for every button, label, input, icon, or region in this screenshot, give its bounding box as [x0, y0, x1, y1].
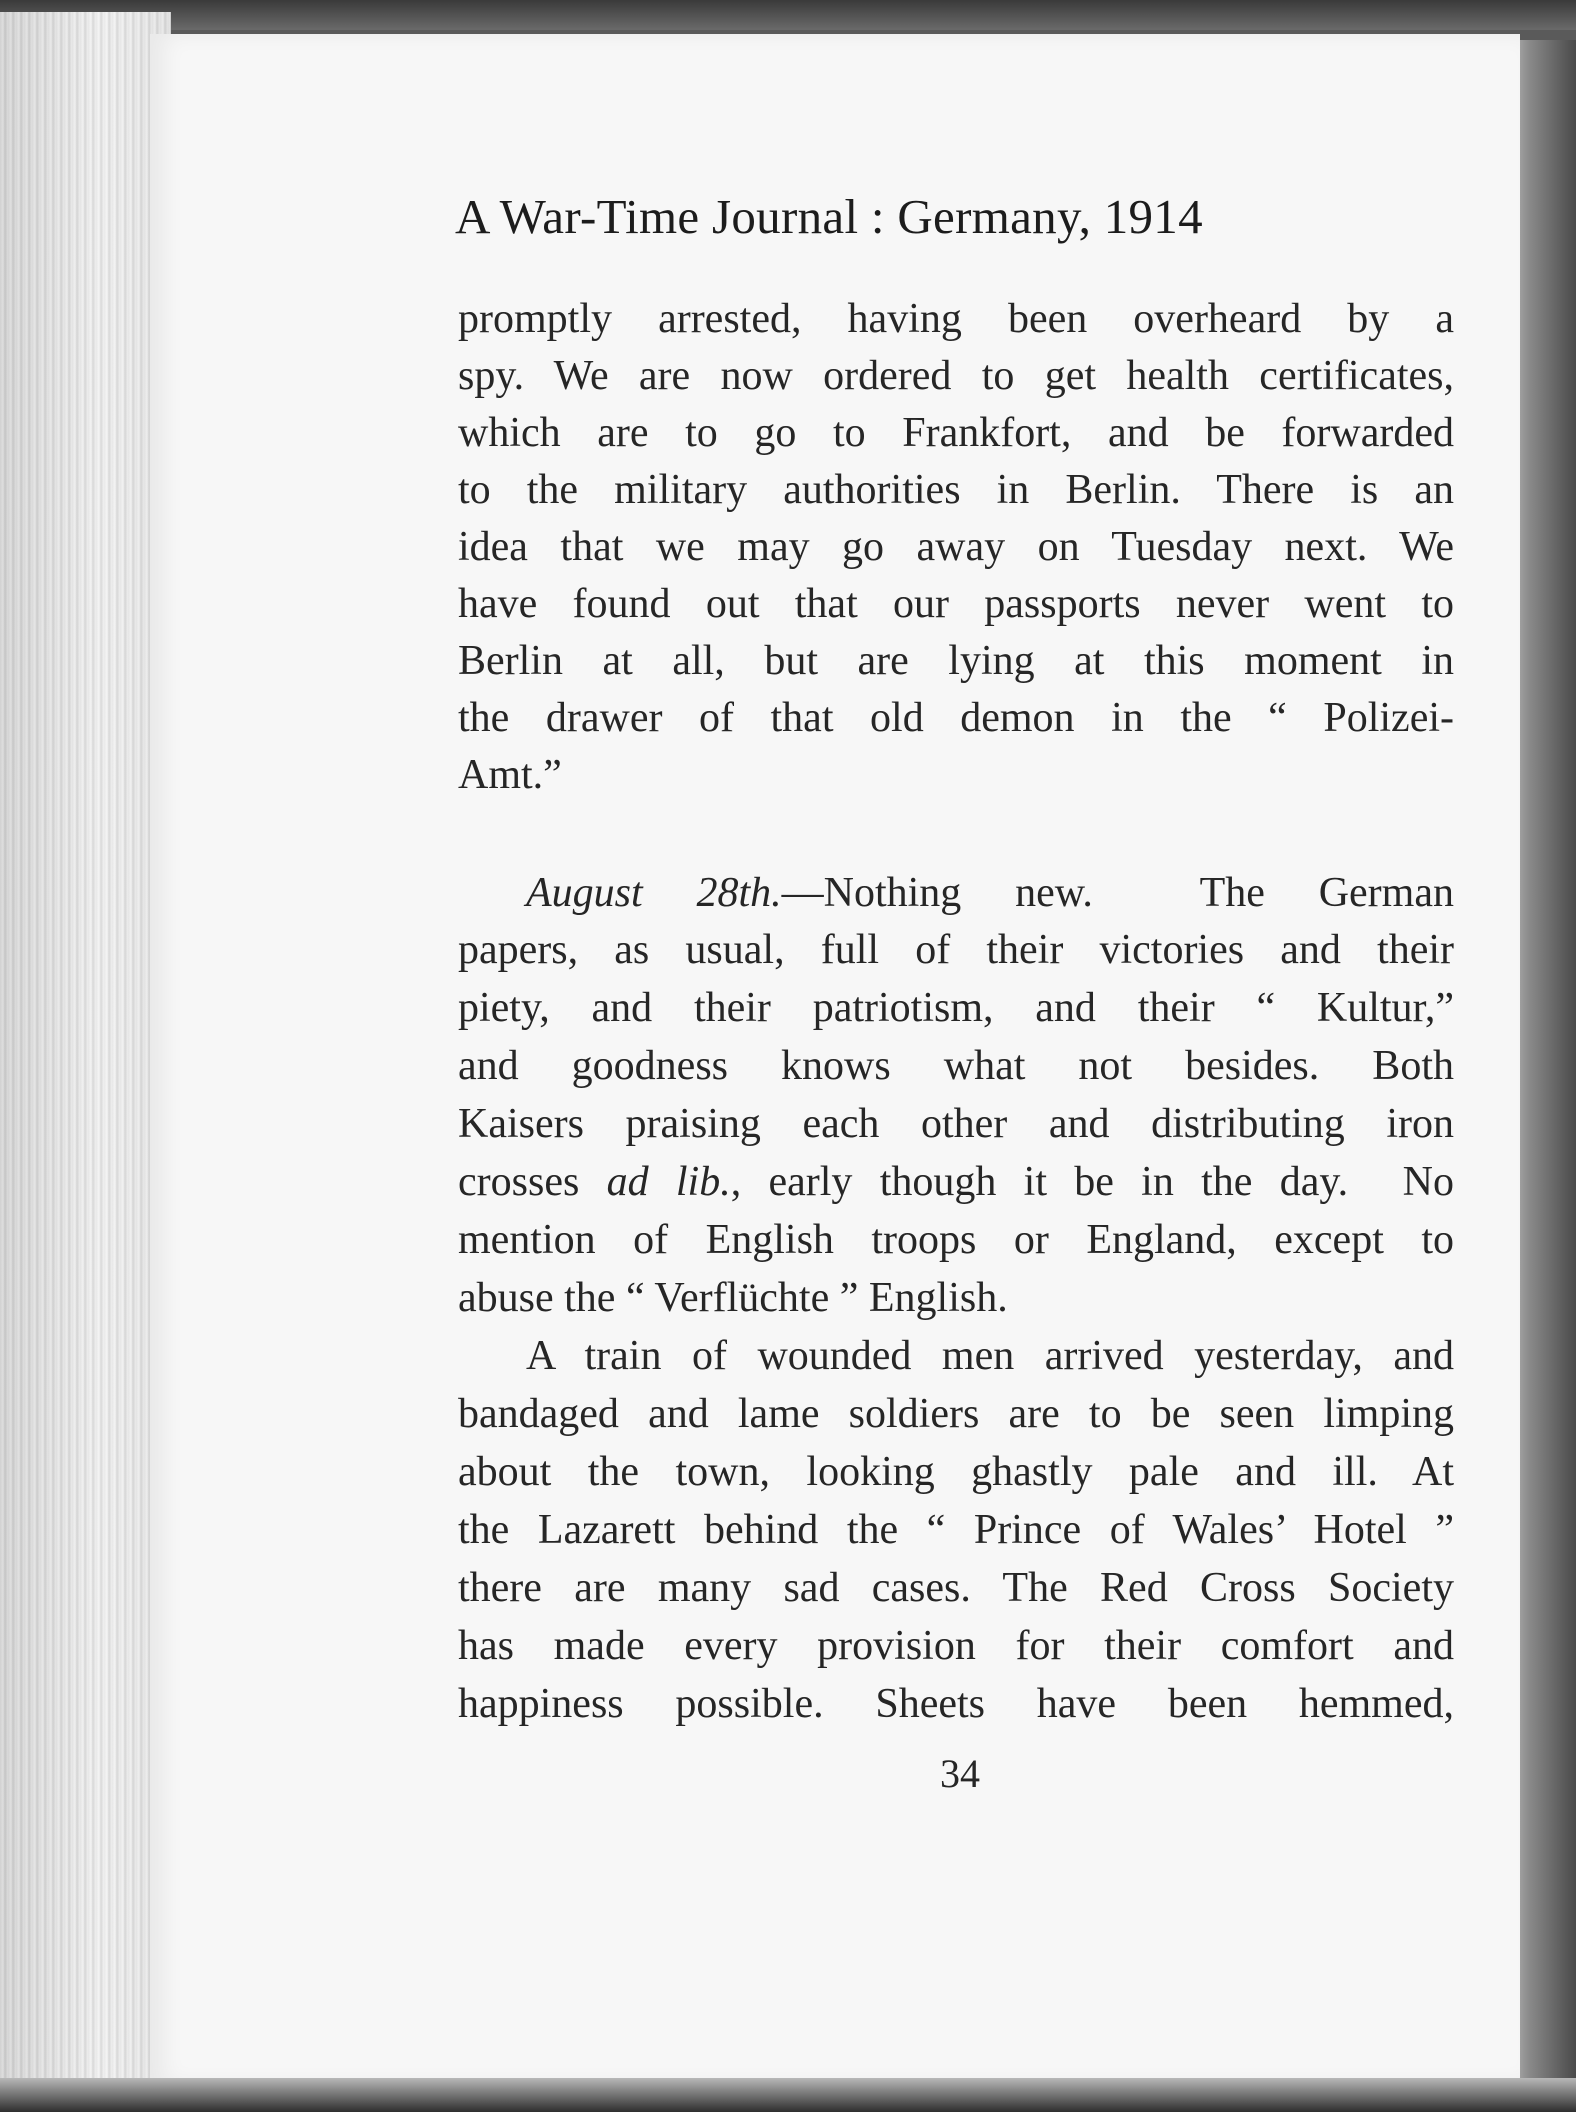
scan-background-bottom — [0, 2078, 1576, 2112]
text-line: piety, and their patriotism, and their “ Kultur,” — [458, 985, 1454, 1031]
text-line: bandaged and lame soldiers are to be seen limping — [458, 1391, 1454, 1437]
text-line: have found out that our passports never went to — [458, 581, 1454, 627]
text-span: crosses — [458, 1159, 607, 1205]
text-line: A train of wounded men arrived yesterday, and — [526, 1333, 1454, 1379]
text-line: and goodness knows what not besides. Both — [458, 1043, 1454, 1089]
text-line: promptly arrested, having been overheard by a — [458, 296, 1454, 342]
scan-background-top — [0, 0, 1576, 30]
italic-phrase: ad lib. — [606, 1159, 731, 1205]
text-line: there are many sad cases. The Red Cross Society — [458, 1565, 1454, 1611]
text-line: Amt.” — [458, 752, 562, 798]
text-line: papers, as usual, full of their victories and their — [458, 927, 1454, 973]
text-line: idea that we may go away on Tuesday next. We — [458, 524, 1454, 570]
text-line: about the town, looking ghastly pale and ill. At — [458, 1449, 1454, 1495]
text-line: Berlin at all, but are lying at this moment in — [458, 638, 1454, 684]
text-line: Kaisers praising each other and distributing iron — [458, 1101, 1454, 1147]
text-line: the drawer of that old demon in the “ Polizei- — [458, 695, 1454, 741]
text-span: —Nothing new. The German — [781, 870, 1454, 916]
text-span: , early though it be in the day. No — [730, 1159, 1455, 1205]
text-line: to the military authorities in Berlin. There is an — [458, 467, 1454, 513]
text-line: which are to go to Frankfort, and be forwarded — [458, 410, 1454, 456]
page-edges — [0, 12, 171, 2087]
entry-date: August 28th. — [526, 870, 782, 916]
text-line: has made every provision for their comfort and — [458, 1623, 1454, 1669]
text-line: abuse the “ Verflüchte ” English. — [458, 1275, 1008, 1321]
running-head: A War-Time Journal : Germany, 1914 — [455, 189, 1203, 244]
text-line — [458, 1153, 1454, 1211]
text-line: spy. We are now ordered to get health certificates, — [458, 353, 1454, 399]
text-line: the Lazarett behind the “ Prince of Wales’ Hotel ” — [458, 1507, 1454, 1553]
text-line: mention of English troops or England, except to — [458, 1217, 1454, 1263]
page-number: 34 — [940, 1751, 980, 1796]
text-line: happiness possible. Sheets have been hemmed, — [458, 1681, 1454, 1727]
text-line — [526, 864, 1454, 922]
